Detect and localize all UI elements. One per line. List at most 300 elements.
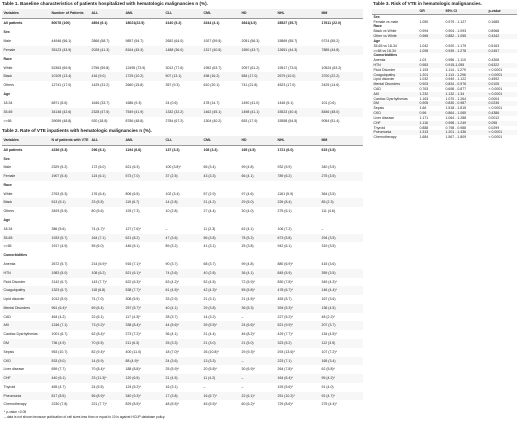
table-cell: 14 (2.8) [164,198,202,207]
table-cell: 47 (3.6) [164,234,202,243]
table-cell: 95 (4.2)* [320,374,363,383]
table-cell: 92 (4.7)* [320,392,363,401]
table-cell: – [165,226,168,231]
row-label: >=65 [3,244,12,249]
table-cell: 308 (5.5) [125,297,140,302]
table-cell: 1194 (6.6) [125,147,142,152]
table-cell: 137 (3.3) [165,147,180,152]
row-label: Mental Disorders [372,82,418,87]
table3 [372,9,517,140]
table-cell: 45 (5.5)* [203,402,217,407]
table-cell: 1927 (59.5) [203,38,222,43]
table-cell: 0.830 - 0.987 [444,101,487,106]
table-cell: 2763 (5.3) [51,191,68,196]
table-cell: 55 (5.8)* [240,286,276,295]
table-cell: 0.5163 [488,43,500,48]
table-cell: < 0.0001 [487,92,517,97]
table-cell: 538 (7.7)* [124,286,164,295]
table-cell: 1590 (43.7) [240,46,276,55]
table-cell: 1446 (5.1) [277,101,294,106]
table-cell: 2097 (61.2) [241,65,260,70]
table-cell: 2756 (59.8) [91,65,110,70]
row-label: >=65 vs 18-34 [372,49,418,54]
table-cell: 227 (5.2)* [277,314,293,319]
table-cell: 85 (2.3) [320,198,363,207]
column-header: CML [202,9,240,18]
table-cell: 920 (18.8) [91,119,108,124]
row-label: White [3,191,13,196]
table-cell: 21 (4.4) [203,332,216,337]
table-cell: 806 (6.5) [125,191,140,196]
table-cell: 610 (20.1) [203,83,220,88]
table-row [2,357,363,366]
table-cell: 9857 (54.7) [125,38,144,43]
table3-title: Table 3. Risk of VTE in hematologic malignancies. [373,1,482,6]
table-cell: 35123 (43.9) [50,46,90,55]
table-cell: 573 (7.0) [124,172,164,181]
table-cell: 36 (5.3) [240,304,276,313]
table1 [2,9,363,126]
table-cell: 28 (3.7) [165,314,178,319]
table-cell: 1686 (9.3) [125,101,142,106]
table-cell: 465 (4.7) [51,384,66,389]
table-cell: 817 (8.5) [50,392,90,401]
table-cell: 80078 (100) [51,20,71,25]
table-cell: 4140 (5.2) [165,20,182,25]
table-row [2,365,363,374]
row-label: Chemotherapy [373,135,397,140]
row-label: 18-34 [3,101,13,106]
table-cell: 69 (6.4) [90,304,124,313]
table-cell: 2051 (56.3) [241,38,260,43]
table-cell: 364 (3.5) [321,191,336,196]
table-cell: 40 (2.8) [202,269,240,278]
table-cell: 36 (4.1) [165,332,178,337]
table-row [2,72,363,81]
table-cell: 3493 (5.5) [51,209,68,214]
table-cell: 188 (8.8)* [125,367,141,372]
table-row [2,117,363,126]
table2-title: Table 2. Rate of VTE inpatients with hematologic malignancies n (%). [2,128,152,133]
table-cell: 415 (3.6) [321,261,336,266]
table-row [2,225,363,234]
row-label: Age [3,218,11,223]
table-cell: 273 (7.2)* [125,332,141,337]
table-cell: 1.132 - 1.34 [444,92,487,97]
table-cell: 11 (2.3) [203,226,216,231]
table-cell: 0.864 - 1.065 [444,111,487,116]
table-cell: 622 (6.3)* [125,279,141,284]
table-cell: 0.998 - 1.249 [444,121,487,126]
table-cell: 12495 (73.9) [125,65,146,70]
row-label: Cardiac Dysrhythmias [373,96,408,101]
table-cell: 117 (4.3)* [125,314,141,319]
table-cell: 88 (4.9)* [124,357,164,366]
table-cell: 127 (7.6)* [125,226,141,231]
table-row [2,234,363,243]
table-cell: 111 (4.6) [321,209,335,214]
row-label: Black vs White [373,29,397,34]
table-cell: 416 (9.0) [90,72,124,81]
row-label: DM [372,101,418,106]
table-cell: 440 (6.1) [50,374,90,383]
table-cell: 1.064 - 1.288 [445,115,467,120]
row-label: CKD [372,111,418,116]
table-cell: 1.201 - 1.436 [444,130,487,135]
table-cell: 1498 (41.1) [240,108,276,117]
table-cell: 56 (8.9)* [90,392,124,401]
table-cell: 21 (4.2) [202,198,240,207]
row-label: Male [3,165,12,170]
row-label: Sepsis [373,106,385,111]
column-header: Variables [2,9,50,18]
table-cell: 349 (4.3)* [321,279,337,284]
table-cell: 4894 (6.1) [91,20,108,25]
table-cell: 1.232 [418,92,444,97]
table-cell: 1.201 [418,73,444,78]
table-cell: 2230 (7.8) [51,402,68,407]
table-cell: 24 (3.6) [164,357,202,366]
table-cell: – [203,384,206,389]
table-row [2,46,363,55]
table-cell: 0.763 [419,87,429,91]
table-cell: 1304 (40.2) [203,119,222,124]
table-cell: 20 (5.8)* [203,367,217,372]
table-cell: 30 (4.0) [241,209,254,214]
table-row [2,99,363,108]
row-label: HTN [372,63,418,68]
table-cell: – [241,314,244,319]
column-header: CLL [164,136,202,145]
table-cell: 0.983 [418,63,444,68]
table-cell: 108 (3.3) [203,147,218,152]
row-label: AKI [372,92,418,97]
table-cell: 102 (3.4) [165,191,180,196]
table-cell: 478 (14.7) [203,101,220,106]
column-header: CML [202,136,240,145]
table-cell: 3700 (22.2) [320,72,363,81]
table-cell: 108 (6.2) [90,269,124,278]
table-cell: – [240,357,276,366]
table-cell: 0.96 [418,111,444,116]
section-row [2,28,363,37]
table-cell: 1490 (41.0) [241,101,260,106]
table-cell: 2672 (5.7) [51,261,68,266]
table-cell: 1.518 - 1.815 [445,106,467,111]
table-cell: 0.949 - 1.122 [445,77,467,82]
table-row [2,242,363,251]
table-cell: 34148 (42.6) [50,108,90,117]
table-row [2,321,363,330]
table-cell: 1332 (32.2) [164,108,202,117]
table-row [2,81,363,90]
table-cell: 845 (5.9) [276,269,320,278]
table-cell: 39 (5.5)* [202,321,240,330]
row-label: >=65 [3,119,12,124]
table-cell: 0.2457 [487,49,517,54]
table-cell: 0.4342 [487,34,517,39]
table-cell: 1.313 [418,130,444,135]
column-header: MM [320,9,363,18]
table-cell: 1.567 - 1.809 [445,135,467,140]
table-cell: 880 (6.9)* [277,261,293,266]
section-row [2,216,363,225]
row-label: Others [3,209,15,214]
table-cell: 296 (6.1) [91,147,106,152]
table-cell: 101 (0.6) [321,101,336,106]
table-cell: 513 (5.1) [50,198,90,207]
table1-header [2,9,363,18]
table-cell: 1.114 - 1.279 [445,67,466,72]
table-cell: 0.8968 [488,29,500,34]
table-cell: 0.920 - 1.179 [445,43,467,48]
table-cell: 146 (4.4)* [320,286,363,295]
table-cell: 1001 (6.7) [51,332,68,337]
table-cell: 17 (3.8) [164,392,202,401]
table-row [2,172,363,181]
table-cell: 0.0299 [488,125,500,130]
table-cell: 1.66 [419,106,427,111]
table-cell: 584 (17.0) [240,72,276,81]
table2-footnote-pvalue: * p-value <0.05 [4,410,27,414]
table-cell: 1488 (36.0) [164,46,202,55]
row-label: Sepsis [3,349,15,354]
table-cell: 1462 (45.1) [202,108,240,117]
table-row [2,64,363,73]
table-cell: 359 (3.5) [320,269,363,278]
table-cell: 1907 (5.4) [50,172,90,181]
table-cell: 729 (8.6)* [277,402,293,407]
row-label: Race [373,24,382,29]
table-cell: 521 (9.9)* [276,321,320,330]
table-cell: – [241,384,244,389]
table-cell: 25 (3.8) [241,244,254,249]
table-cell: 478 (6.7)* [276,286,320,295]
table-cell: 0.0012 [488,115,500,120]
table-cell: 275 (4.4)* [321,402,337,407]
row-label: AKI [2,321,50,330]
table-cell: 107 (7.2)* [321,349,337,354]
table-cell: 916 (7.1)* [125,261,141,266]
table-cell: 1425 (31.2) [91,83,110,88]
table-cell: 659 (7.7) [51,367,66,372]
table-cell: 0.939 - 1.278 [444,49,487,54]
table-cell: – [240,374,276,383]
table-cell: 52363 (69.5) [51,65,72,70]
table-cell: 9054 (51.4) [321,119,340,124]
table-cell: 1.163 [419,96,429,101]
row-label: CHF [372,121,418,126]
table-cell: 30 (6.9)* [241,367,255,372]
section-row [2,181,363,190]
table-row [2,304,363,313]
table-cell: 165 (3.4) [320,357,363,366]
table-cell: 12741 (17.0) [51,83,72,88]
row-label: CKD [2,357,50,366]
table-cell: 43 (3.3) [202,172,240,181]
row-label: CHF [2,374,50,383]
row-label: Female [2,172,50,181]
table-cell: 2652 (64.0) [165,38,184,43]
row-label: Anemia [3,261,16,266]
table-cell: 80 (5.6) [91,209,104,214]
table-cell: 3012 (77.6) [165,65,184,70]
row-label: Race [3,182,12,187]
table-cell: 453 (5.7) [277,297,292,302]
table-cell: 0.915-1.055 [444,63,487,68]
row-label: Coagulopathy [2,286,50,295]
table-cell: 21 (4.5)* [241,297,255,302]
table-cell: 115 (6.7) [124,198,164,207]
table-cell: 82 (9.4)* [91,349,105,354]
row-label: Thyroid [373,125,386,130]
row-label: Fluid Disorder [373,67,396,72]
table-cell: 91 (4.0) [321,384,334,389]
table-cell: 15869 (55.7) [277,38,298,43]
row-label: 18-34 [3,226,13,231]
table-cell: 1646 (33.7) [91,101,110,106]
row-label: Sex [3,29,10,34]
table-cell: 99 (4.8) [241,261,254,266]
table-cell: 1.684 [419,135,429,140]
table-cell: 41 (3.1) [203,244,216,249]
row-label: Cardiac Dysrhythmias [3,332,38,337]
table-cell: 2866 (58.7) [91,38,110,43]
row-label: Female vs male [373,19,399,24]
table-row [2,374,363,383]
table-cell: 357 (9.3) [165,83,180,88]
row-label: Lipid disorder [373,77,395,82]
table-cell: 2328 (47.5) [90,108,124,117]
row-label: White [3,65,13,70]
table-cell: 73 (9.2)* [90,321,124,330]
column-header: HD [240,9,276,18]
table-cell: 0.888 [419,125,429,130]
table-cell: 264 (7.8)* [277,367,293,372]
table-cell: 193 (7.3) [125,209,140,214]
table-row [372,135,517,140]
section-row [2,90,363,99]
table-cell: 6871 (8.6) [51,101,68,106]
table-cell: 164 (6.4)* [276,374,320,383]
row-label: Chemotherapy [3,402,27,407]
table2-body [2,145,363,409]
table-cell: 10109 (13.4) [50,72,90,81]
table-cell: 507 (13.1) [164,72,202,81]
row-label: Other vs White [372,34,418,39]
table-cell: 214 (6.9)* [91,261,107,266]
table-cell: 1.050 [419,19,429,24]
table-cell: 942 (6.1) [277,244,292,249]
table-cell: 28527 (35.7) [277,20,298,25]
table-cell: 1725 (10.2) [124,72,164,81]
table-cell: 294 (3.5) [320,234,363,243]
table1-header-row [2,9,363,18]
table-cell: 10 (2.8) [165,209,178,214]
table-row [2,108,363,117]
table-cell: 0.6322 [487,63,517,68]
row-label: Pneumonia [2,392,50,401]
column-header: N of patients with VTE [50,136,90,145]
table2 [2,136,363,409]
table-cell: 124 (6.1) [90,172,124,181]
table-cell: 386 (5.6) [51,226,66,231]
table-cell: 394 (5.3)* [276,304,320,313]
row-label: CAD [3,314,11,319]
table-cell: 18021(22.5) [125,20,145,25]
table-cell: 18 (7.0)* [165,349,179,354]
table-cell: 340 (3.5) [321,165,336,170]
table-cell: 2660 (15.8) [125,83,144,88]
table-cell: 429 (7.7)* [277,332,293,337]
table-cell: 1.03 [419,58,427,63]
table-cell: 167 (3.6) [321,297,336,302]
row-label: Comorbidities [373,53,398,58]
table-cell: 176 (6.4) [91,191,106,196]
table-cell: 932 (5.9) [277,165,292,170]
column-header: ALL [90,9,124,18]
table-cell: 99 (4.8) [241,165,254,170]
table-cell: 221 (7.7)* [91,402,107,407]
table-cell: 172 (6.0) [91,165,106,170]
table-cell: 24 (6.6)* [240,321,276,330]
table-cell: 37 (2.5) [164,172,202,181]
row-label: Black [2,72,50,81]
table-cell: 1.171 [419,115,429,120]
table-cell: 0.882 - 1.055 [444,34,487,39]
table-cell: 46 (8.2)* [241,332,255,337]
row-label: DM [2,339,50,348]
section-row [2,251,363,260]
table-cell: 1.032 [419,77,429,82]
table-cell: 0.698 - 0.877 [445,87,467,91]
table-cell: 14 (5.9) [90,357,124,366]
table-row [2,269,363,278]
row-label: Age [3,92,11,97]
table-cell: 1.193 [419,67,429,72]
column-header: AML [124,136,164,145]
table-cell: 21 (5.0) [240,339,276,348]
table-cell: 143 (7.7)* [91,279,107,284]
table-row [2,260,363,269]
table-row [2,37,363,46]
table1-body [2,18,363,126]
row-label: Others [3,83,15,88]
table-cell: 338 (8.4)* [124,321,164,330]
table-cell: 29 (9.3)* [241,349,255,354]
table-row [2,313,363,322]
table-cell: 70 (6.5) [90,339,124,348]
table-cell: 74 (7.0) [91,297,104,302]
table-cell: 22 (6.1) [91,314,104,319]
table-cell: 829 (8.5)* [125,402,141,407]
table-cell: 60 (6.2)* [241,402,255,407]
row-label: All patients [3,147,23,152]
table-cell: 56 (3.8) [202,234,240,243]
row-label: 35-65 [2,234,50,243]
table-cell: 340 (9.3)* [124,392,164,401]
table-cell: 4523 (17.0) [277,83,296,88]
table2-footnote-policy: – data is not shown because publication of cell sizes less than or equal to 10 is against HCUP database policy. [4,415,166,419]
table-row [2,348,363,357]
table-cell: 1933 (5.7) [50,234,90,243]
table-cell: 9724 (55.2) [321,38,340,43]
table2-header-row [2,136,363,145]
table-cell: 72 (5.9)* [241,279,255,284]
row-label: Male [3,38,12,43]
column-header: 95% CI [444,9,487,14]
table-cell: 29 (5.0) [240,198,276,207]
